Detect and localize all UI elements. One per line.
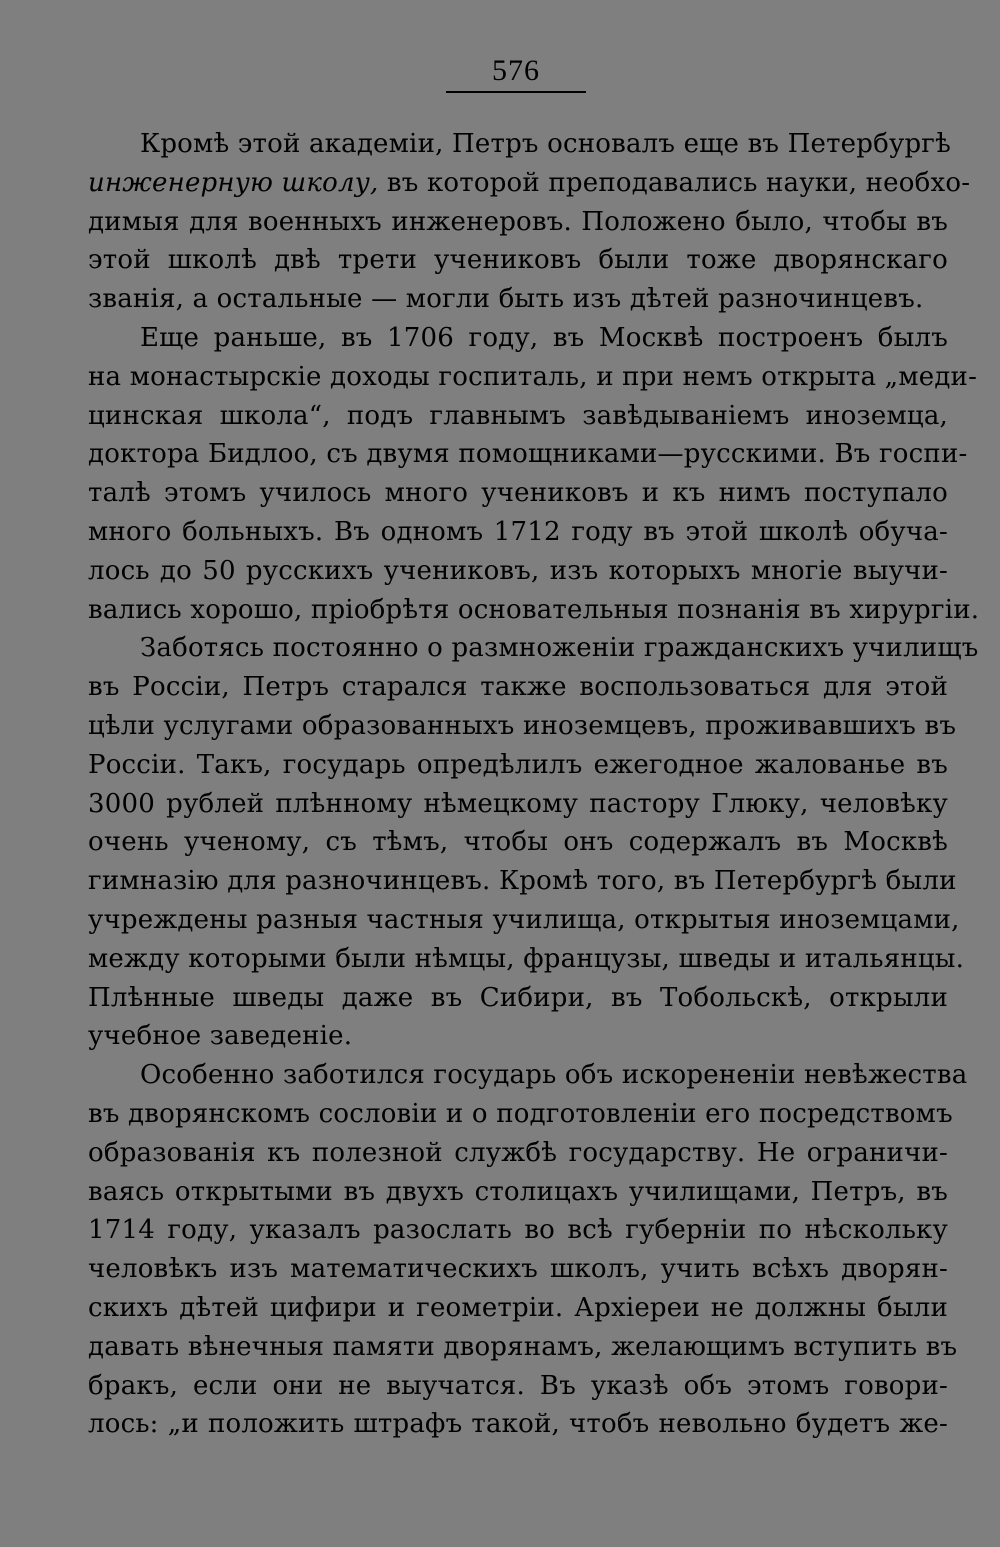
paragraph (88, 125, 971, 319)
text-line: вались хорошо, пріобрѣтя основательныя познанія въ хирургіи. (88, 594, 980, 625)
text-line: образованія къ полезной службѣ государству. Не ограничи- (88, 1137, 948, 1168)
text-line: Плѣнные шведы даже въ Сибири, въ Тобольскѣ, открыли (88, 982, 948, 1013)
text-line: много больныхъ. Въ одномъ 1712 году въ этой школѣ обуча- (88, 516, 948, 547)
text-line-rest: въ которой преподавались науки, необхо- (386, 167, 971, 198)
text-line: талѣ этомъ училось много учениковъ и къ нимъ поступало (88, 478, 948, 509)
text-line: гимназію для разночинцевъ. Кромѣ того, въ Петербургѣ были (88, 866, 957, 897)
page-number: 576 (492, 54, 540, 87)
text-line: цѣли услугами образованныхъ иноземцевъ, проживавшихъ въ (88, 710, 957, 741)
text-line: этой школѣ двѣ трети учениковъ были тоже дворянскаго (88, 245, 948, 276)
text-line: скихъ дѣтей цифири и геометріи. Архіереи не должны были (88, 1292, 948, 1323)
text-line: 1714 году, указалъ разослать во всѣ губерніи по нѣскольку (88, 1215, 948, 1246)
text-line: лось: „и положить штрафъ такой, чтобъ невольно будетъ же- (88, 1409, 948, 1440)
text-line: давать вѣнечныя памяти дворянамъ, желающимъ вступить въ (88, 1331, 958, 1362)
text-line: очень ученому, съ тѣмъ, чтобы онъ содержалъ въ Москвѣ (88, 827, 948, 858)
text-line: Кромѣ этой академіи, Петръ основалъ еще въ Петербургѣ (140, 129, 952, 159)
text-line: цинская школа“, подъ главнымъ завѣдываніемъ иноземца, (88, 400, 948, 431)
text-line: бракъ, если они не выучатся. Въ указѣ объ этомъ говори- (88, 1370, 948, 1401)
text-line: доктора Бидлоо, съ двумя помощниками—русскими. Въ госпи- (88, 439, 968, 470)
text-line: въ дворянскомъ сословіи и о подготовленіи его посредствомъ (88, 1098, 953, 1129)
text-line: Россіи. Такъ, государь опредѣлилъ ежегодное жалованье въ (88, 749, 948, 780)
text-line: званія, а остальные — могли быть изъ дѣтей разночинцевъ. (88, 284, 924, 315)
italic-phrase: инженерную школу, (88, 167, 379, 198)
text-line (88, 164, 971, 203)
text-line: Заботясь постоянно о размноженіи гражданскихъ училищъ (140, 633, 979, 664)
text-line: учебное заведеніе. (88, 1021, 353, 1052)
text-line: въ Россіи, Петръ старался также воспользоваться для этой (88, 672, 948, 703)
text-line: на монастырскіе доходы госпиталь, и при немъ открыта „меди- (88, 361, 978, 392)
text-line: димыя для военныхъ инженеровъ. Положено было, чтобы въ (88, 206, 948, 237)
paragraph (88, 629, 979, 1056)
body-text (88, 125, 980, 1444)
text-line: 3000 рублей плѣнному нѣмецкому пастору Глюку, человѣку (88, 788, 948, 819)
text-line: Еще раньше, въ 1706 году, въ Москвѣ построенъ былъ (140, 322, 948, 353)
paragraph (88, 1056, 968, 1444)
text-line: между которыми были нѣмцы, французы, шведы и итальянцы. (88, 943, 965, 974)
page-number-rule (446, 91, 586, 93)
text-line: учреждены разныя частныя училища, открытыя иноземцами, (88, 904, 960, 935)
paragraph (88, 319, 980, 629)
text-line: человѣкъ изъ математическихъ школъ, учить всѣхъ дворян- (88, 1254, 948, 1285)
text-line: лось до 50 русскихъ учениковъ, изъ которыхъ многіе выучи- (88, 555, 948, 586)
text-line: ваясь открытыми въ двухъ столицахъ училищами, Петръ, въ (88, 1176, 948, 1207)
text-line: Особенно заботился государь объ искорененіи невѣжества (140, 1060, 968, 1091)
page-number-container (446, 56, 586, 86)
